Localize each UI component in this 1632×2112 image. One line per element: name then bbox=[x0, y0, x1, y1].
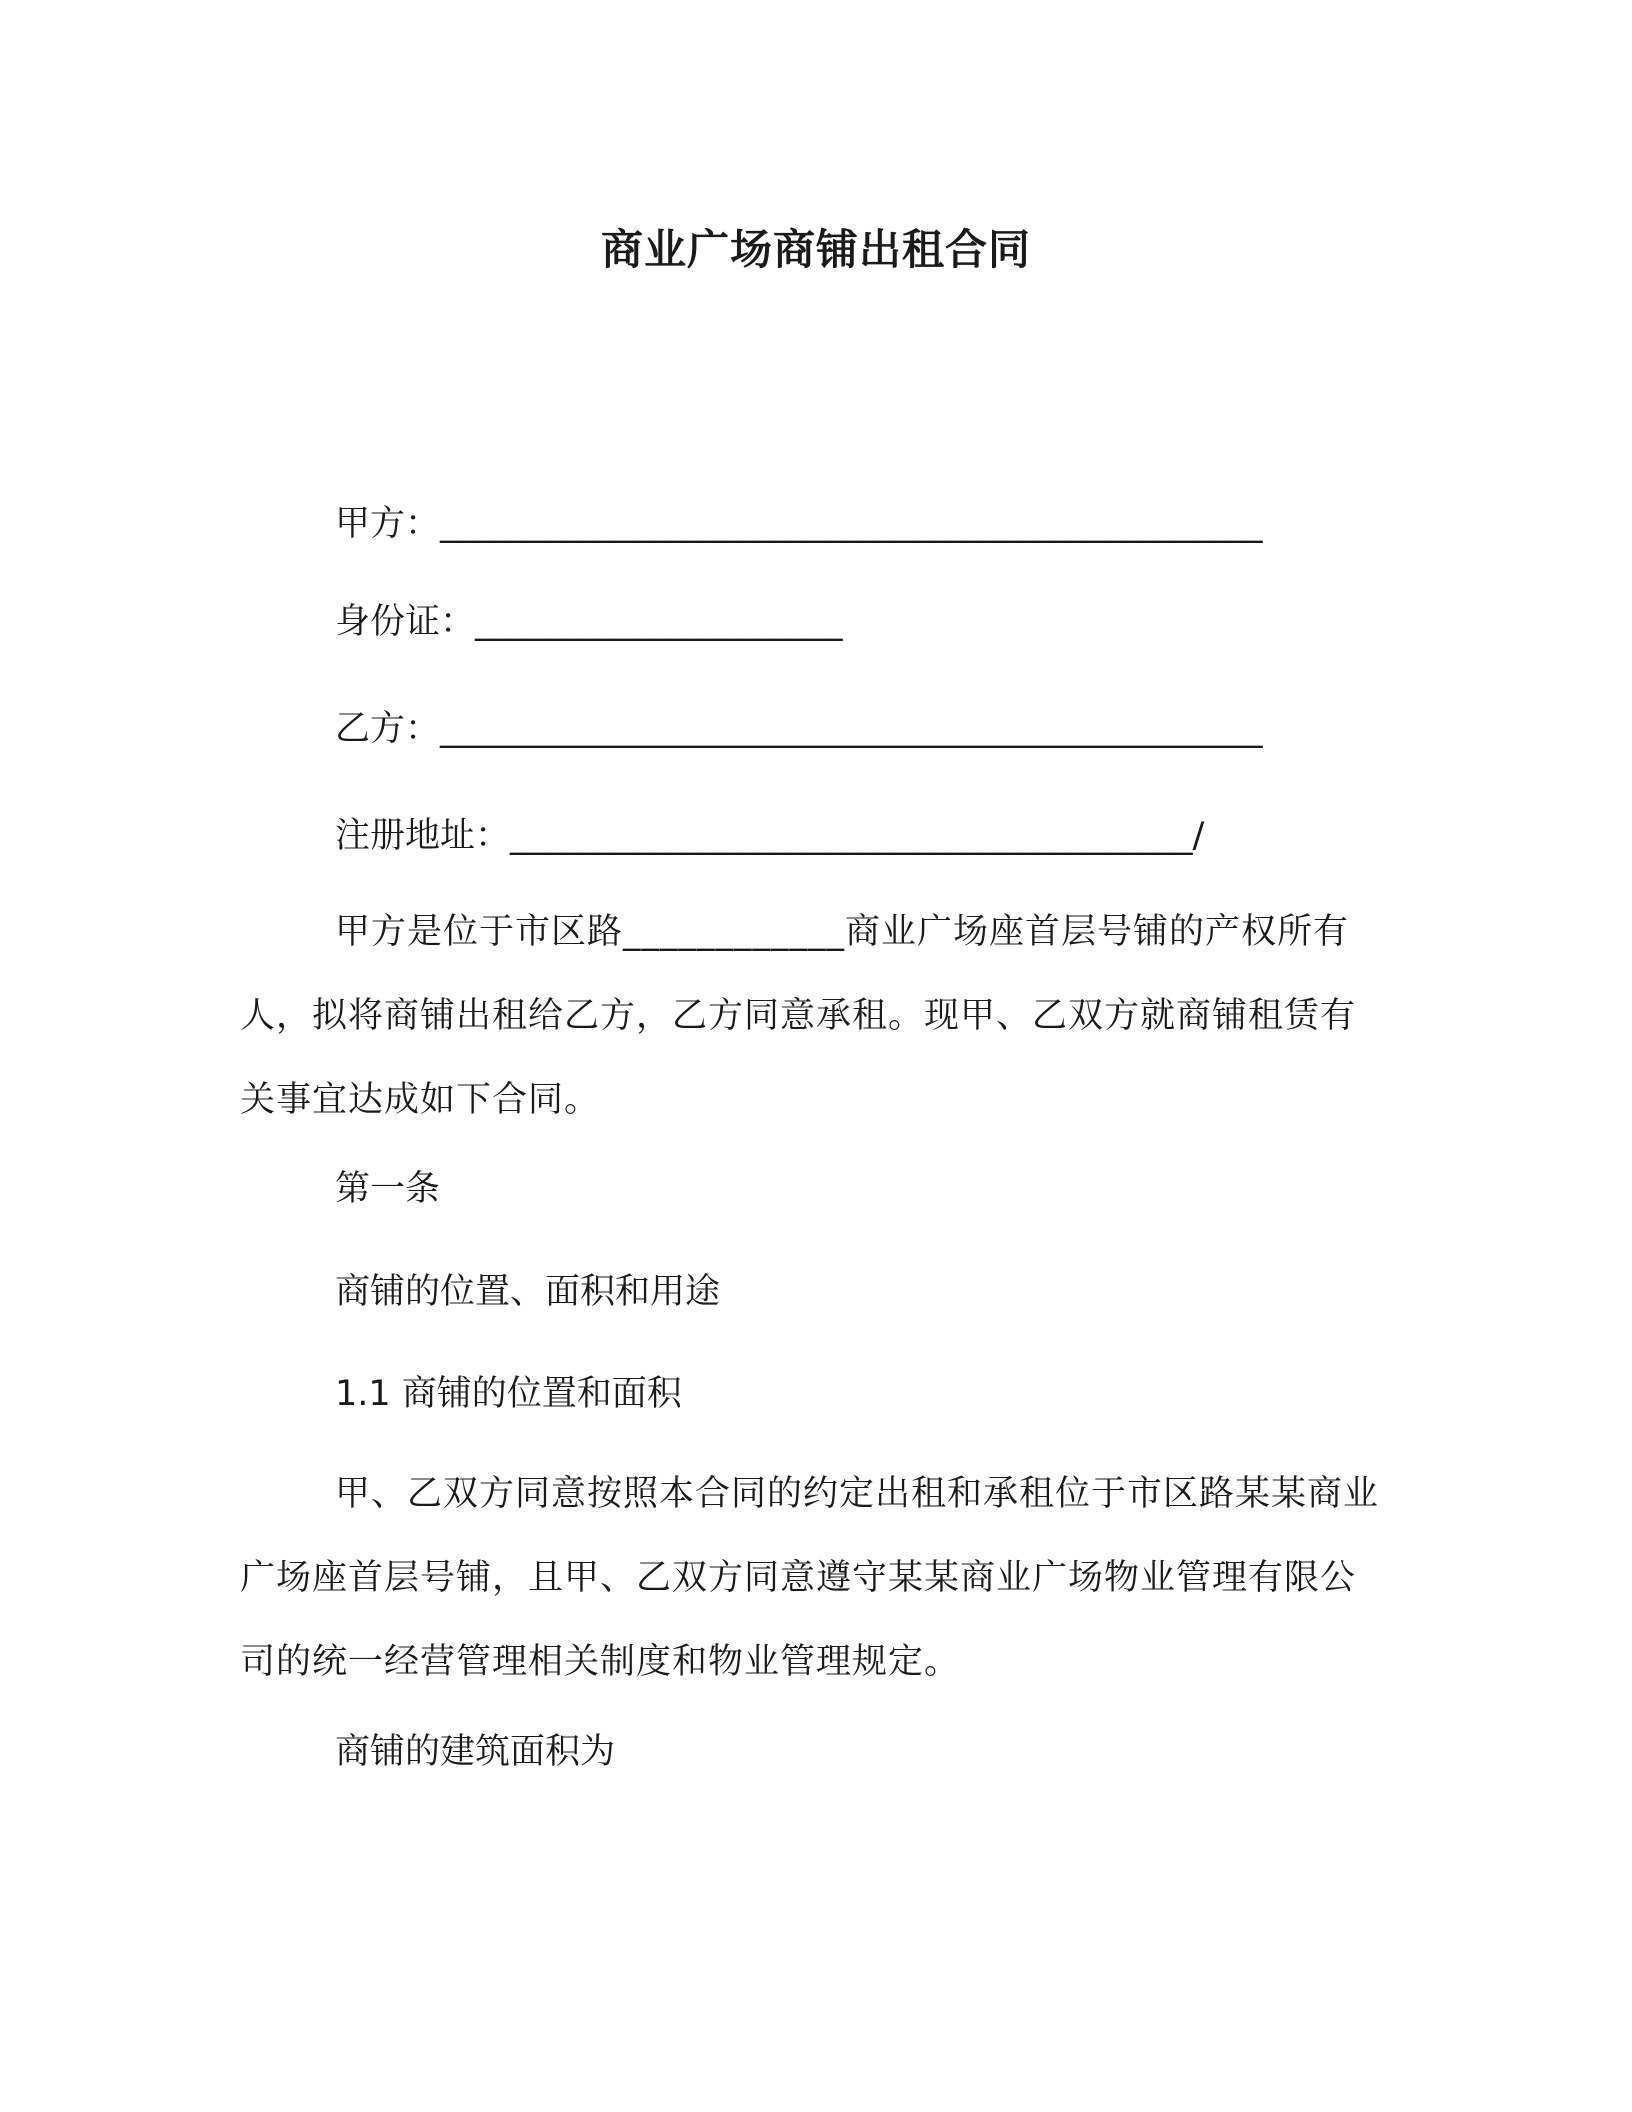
section-1-1-heading: 1.1 商铺的位置和面积 bbox=[335, 1374, 682, 1414]
party-a-field: 甲方：_______________________________________________ bbox=[335, 504, 1263, 544]
article-1-heading: 商铺的位置、面积和用途 bbox=[335, 1272, 721, 1312]
intro-paragraph-text: 甲方是位于市区路____________商业广场座首层号铺的产权所有人，拟将商铺出租给乙方，乙方同意承租。现甲、乙双方就商铺租赁有关事宜达成如下合同。 bbox=[240, 912, 1357, 1120]
party-b-field: 乙方：_______________________________________________ bbox=[335, 709, 1263, 749]
article-1-label: 第一条 bbox=[335, 1169, 441, 1209]
document-title: 商业广场商铺出租合同 bbox=[600, 225, 1031, 274]
registered-address-field: 注册地址：_______________________________________/ bbox=[335, 816, 1205, 856]
section-1-1-paragraph bbox=[240, 1452, 1390, 1704]
id-card-field: 身份证：_____________________ bbox=[335, 602, 843, 642]
intro-paragraph bbox=[240, 890, 1390, 1142]
section-1-1-text: 甲、乙双方同意按照本合同的约定出租和承租位于市区路某某商业广场座首层号铺，且甲、乙双方同意遵守某某商业广场物业管理有限公司的统一经营管理相关制度和物业管理规定。 bbox=[240, 1474, 1380, 1682]
floor-area-line: 商铺的建筑面积为 bbox=[335, 1732, 616, 1772]
